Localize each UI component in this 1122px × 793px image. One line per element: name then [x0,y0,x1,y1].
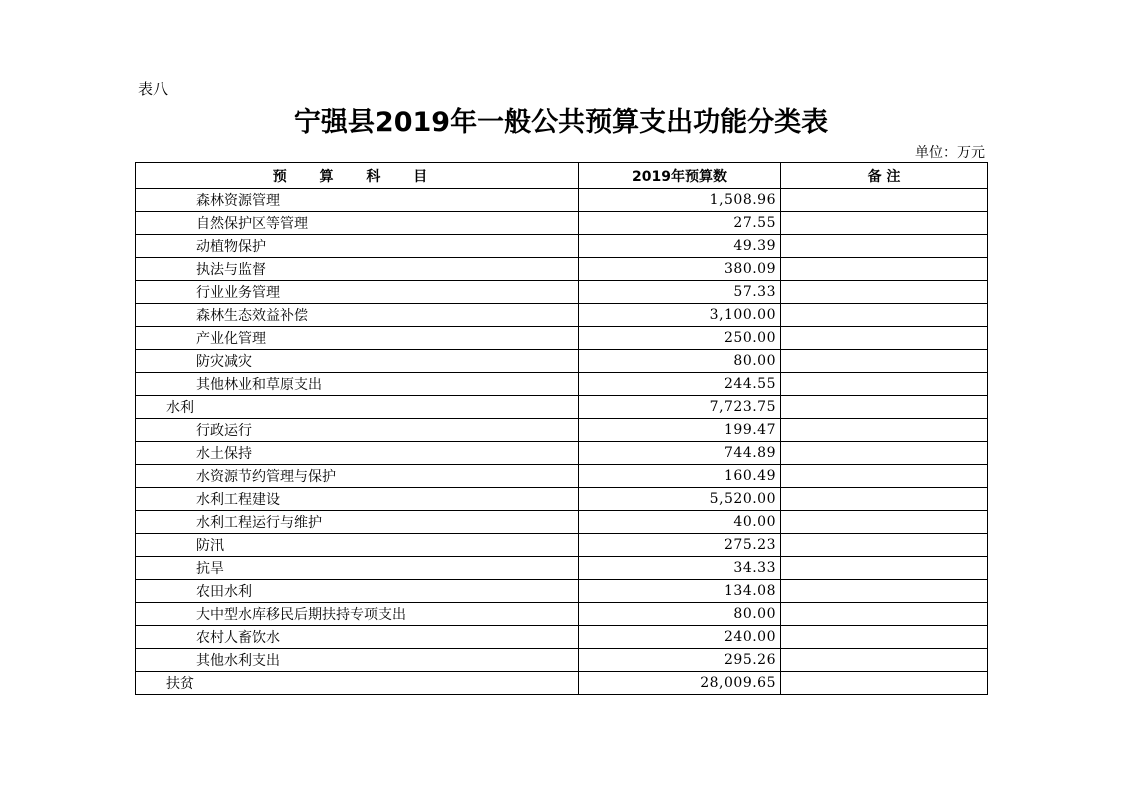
row-note [781,373,988,396]
row-budget-amount: 3,100.00 [579,304,781,327]
table-row [136,442,988,465]
table-row [136,488,988,511]
table-row [136,419,988,442]
row-subject-name: 水利工程建设 [136,488,579,511]
row-subject-name: 产业化管理 [136,327,579,350]
row-budget-amount: 295.26 [579,649,781,672]
row-note [781,557,988,580]
table-row [136,396,988,419]
row-note [781,281,988,304]
table-row [136,626,988,649]
row-budget-amount: 5,520.00 [579,488,781,511]
row-note [781,534,988,557]
row-subject-name: 其他林业和草原支出 [136,373,579,396]
unit-label: 单位：万元 [915,145,985,161]
row-budget-amount: 28,009.65 [579,672,781,695]
row-budget-amount: 160.49 [579,465,781,488]
table-header-row [136,163,988,189]
table-row [136,580,988,603]
row-subject-name: 农田水利 [136,580,579,603]
row-note [781,419,988,442]
table-row [136,258,988,281]
page-title: 宁强县2019年一般公共预算支出功能分类表 [293,107,829,138]
row-note [781,442,988,465]
table-body [136,189,988,695]
row-budget-amount: 199.47 [579,419,781,442]
table-row [136,189,988,212]
row-note [781,235,988,258]
row-budget-amount: 744.89 [579,442,781,465]
row-note [781,304,988,327]
table-row [136,511,988,534]
header-subject: 预 算 科 目 [136,163,579,189]
table-row [136,465,988,488]
row-note [781,626,988,649]
row-budget-amount: 57.33 [579,281,781,304]
table-row [136,534,988,557]
row-subject-name: 森林资源管理 [136,189,579,212]
table-row [136,672,988,695]
row-subject-name: 行业业务管理 [136,281,579,304]
row-budget-amount: 80.00 [579,350,781,373]
header-amount: 2019年预算数 [579,163,781,189]
table-row [136,212,988,235]
row-subject-name: 执法与监督 [136,258,579,281]
header-note: 备 注 [781,163,988,189]
row-note [781,327,988,350]
row-note [781,488,988,511]
row-subject-name: 森林生态效益补偿 [136,304,579,327]
row-budget-amount: 244.55 [579,373,781,396]
row-subject-name: 行政运行 [136,419,579,442]
table-row [136,603,988,626]
row-note [781,649,988,672]
row-subject-name: 大中型水库移民后期扶持专项支出 [136,603,579,626]
table-row [136,327,988,350]
row-subject-name: 其他水利支出 [136,649,579,672]
row-note [781,212,988,235]
row-note [781,603,988,626]
row-budget-amount: 1,508.96 [579,189,781,212]
row-subject-name: 抗旱 [136,557,579,580]
table-row [136,557,988,580]
row-note [781,672,988,695]
row-budget-amount: 250.00 [579,327,781,350]
row-note [781,258,988,281]
table-row [136,350,988,373]
row-budget-amount: 240.00 [579,626,781,649]
row-budget-amount: 380.09 [579,258,781,281]
row-subject-name: 自然保护区等管理 [136,212,579,235]
row-budget-amount: 34.33 [579,557,781,580]
table-row [136,304,988,327]
row-note [781,580,988,603]
table-row [136,373,988,396]
table-row [136,649,988,672]
row-budget-amount: 49.39 [579,235,781,258]
row-note [781,396,988,419]
row-note [781,511,988,534]
row-budget-amount: 27.55 [579,212,781,235]
row-subject-name: 动植物保护 [136,235,579,258]
table-number-label: 表八 [138,80,169,98]
row-subject-name: 扶贫 [136,672,579,695]
row-note [781,350,988,373]
row-budget-amount: 134.08 [579,580,781,603]
row-subject-name: 水利工程运行与维护 [136,511,579,534]
row-note [781,189,988,212]
row-budget-amount: 7,723.75 [579,396,781,419]
budget-table [135,162,988,695]
row-subject-name: 水土保持 [136,442,579,465]
row-budget-amount: 40.00 [579,511,781,534]
row-subject-name: 水利 [136,396,579,419]
row-subject-name: 水资源节约管理与保护 [136,465,579,488]
row-note [781,465,988,488]
row-budget-amount: 275.23 [579,534,781,557]
table-row [136,235,988,258]
row-subject-name: 防灾减灾 [136,350,579,373]
row-budget-amount: 80.00 [579,603,781,626]
row-subject-name: 防汛 [136,534,579,557]
table-row [136,281,988,304]
row-subject-name: 农村人畜饮水 [136,626,579,649]
